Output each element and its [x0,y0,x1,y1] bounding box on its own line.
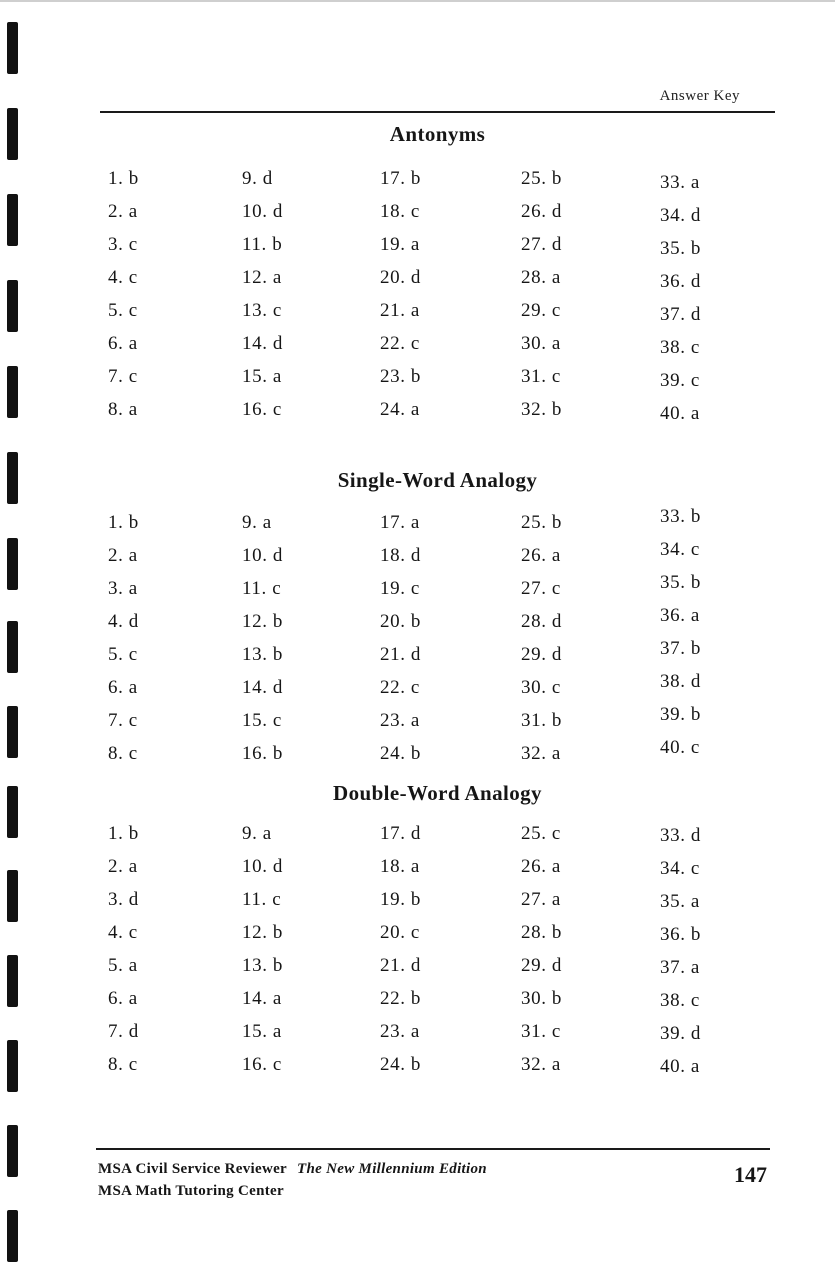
answer-item: 35. a [660,891,700,912]
answer-item: 29. d [521,955,562,976]
answer-item: 17. a [380,512,420,533]
binding-hole [7,22,18,74]
answer-item: 8. a [108,399,138,420]
binding-hole [7,194,18,246]
answer-item: 10. d [242,856,283,877]
answer-item: 16. b [242,743,283,764]
answer-item: 36. b [660,924,701,945]
answer-column [521,168,631,432]
answer-item: 29. d [521,644,562,665]
binding-hole [7,621,18,673]
answer-item: 30. c [521,677,561,698]
answer-item: 39. c [660,370,700,391]
binding-hole [7,1210,18,1262]
section-title-antonyms: Antonyms [389,122,486,146]
answer-item: 26. a [521,856,561,877]
answer-item: 8. c [108,743,138,764]
spiral-binding [0,0,40,1276]
top-edge-rule [0,0,835,2]
answer-item: 19. b [380,889,421,910]
answer-item: 35. b [660,572,701,593]
binding-hole [7,108,18,160]
answer-item: 26. a [521,545,561,566]
answer-item: 40. c [660,737,700,758]
answer-item: 20. c [380,922,420,943]
answer-item: 31. b [521,710,562,731]
answer-grid-double-word-analogy [100,823,740,1087]
answer-item: 28. d [521,611,562,632]
answer-item: 1. b [108,168,139,189]
answer-item: 39. b [660,704,701,725]
answer-item: 22. b [380,988,421,1009]
answer-item: 18. c [380,201,420,222]
answer-item: 14. d [242,333,283,354]
answer-item: 10. d [242,545,283,566]
binding-hole [7,538,18,590]
answer-column [108,512,218,776]
answer-item: 6. a [108,677,138,698]
footer-publisher: MSA Math Tutoring Center [98,1183,284,1199]
answer-item: 31. c [521,1021,561,1042]
answer-item: 14. d [242,677,283,698]
running-header: Answer Key [659,88,740,104]
answer-column [380,823,490,1087]
answer-column [380,168,490,432]
answer-item: 19. c [380,578,420,599]
answer-column [380,512,490,776]
answer-column [521,512,631,776]
answer-item: 12. b [242,611,283,632]
answer-item: 1. b [108,512,139,533]
answer-item: 5. c [108,644,138,665]
answer-item: 2. a [108,856,138,877]
answer-item: 36. a [660,605,700,626]
answer-item: 11. c [242,578,282,599]
answer-item: 7. c [108,710,138,731]
answer-item: 19. a [380,234,420,255]
answer-item: 31. c [521,366,561,387]
binding-hole [7,452,18,504]
answer-item: 1. b [108,823,139,844]
answer-item: 21. d [380,644,421,665]
binding-hole [7,955,18,1007]
answer-item: 4. c [108,922,138,943]
answer-item: 20. d [380,267,421,288]
answer-item: 12. b [242,922,283,943]
section-title-single-word-analogy: Single-Word Analogy [337,468,538,492]
binding-hole [7,870,18,922]
answer-item: 6. a [108,988,138,1009]
answer-item: 38. c [660,990,700,1011]
answer-item: 14. a [242,988,282,1009]
answer-item: 7. c [108,366,138,387]
answer-item: 38. c [660,337,700,358]
answer-column [242,168,352,432]
answer-column [242,823,352,1087]
footer-edition: The New Millennium Edition [297,1161,487,1177]
answer-item: 30. a [521,333,561,354]
answer-item: 28. b [521,922,562,943]
answer-grid-single-word-analogy [100,506,740,776]
footer-book-title: MSA Civil Service Reviewer [98,1161,287,1177]
answer-column [242,512,352,776]
answer-item: 36. d [660,271,701,292]
answer-item: 3. a [108,578,138,599]
answer-item: 2. a [108,201,138,222]
answer-item: 25. c [521,823,561,844]
binding-hole [7,706,18,758]
answer-column [660,172,770,436]
answer-item: 29. c [521,300,561,321]
answer-item: 22. c [380,677,420,698]
answer-column [108,168,218,432]
answer-item: 33. a [660,172,700,193]
answer-item: 3. d [108,889,139,910]
answer-item: 21. d [380,955,421,976]
answer-item: 6. a [108,333,138,354]
answer-item: 37. b [660,638,701,659]
header-rule [100,111,775,113]
answer-item: 27. a [521,889,561,910]
answer-item: 13. b [242,955,283,976]
answer-item: 34. c [660,858,700,879]
answer-item: 12. a [242,267,282,288]
answer-item: 3. c [108,234,138,255]
answer-item: 13. b [242,644,283,665]
footer-book-line [98,1161,487,1178]
answer-item: 24. a [380,399,420,420]
answer-item: 17. b [380,168,421,189]
answer-column [521,823,631,1087]
answer-item: 23. a [380,1021,420,1042]
answer-item: 26. d [521,201,562,222]
answer-column [660,506,770,770]
answer-item: 25. b [521,512,562,533]
answer-item: 34. d [660,205,701,226]
answer-item: 20. b [380,611,421,632]
answer-item: 5. a [108,955,138,976]
section-title-double-word-analogy: Double-Word Analogy [333,781,542,805]
answer-item: 37. d [660,304,701,325]
answer-item: 25. b [521,168,562,189]
answer-item: 4. c [108,267,138,288]
answer-item: 16. c [242,1054,282,1075]
page-number: 147 [734,1162,767,1187]
answer-item: 32. a [521,1054,561,1075]
answer-item: 34. c [660,539,700,560]
answer-item: 33. b [660,506,701,527]
answer-item: 24. b [380,1054,421,1075]
answer-item: 2. a [108,545,138,566]
footer-rule [96,1148,770,1150]
answer-item: 23. b [380,366,421,387]
answer-item: 15. a [242,1021,282,1042]
answer-item: 30. b [521,988,562,1009]
answer-item: 10. d [242,201,283,222]
answer-item: 11. c [242,889,282,910]
answer-item: 18. a [380,856,420,877]
binding-hole [7,786,18,838]
binding-hole [7,280,18,332]
answer-item: 24. b [380,743,421,764]
answer-item: 40. a [660,1056,700,1077]
answer-item: 28. a [521,267,561,288]
answer-item: 15. a [242,366,282,387]
answer-item: 18. d [380,545,421,566]
answer-item: 13. c [242,300,282,321]
answer-grid-antonyms [100,168,740,432]
answer-item: 40. a [660,403,700,424]
answer-item: 32. b [521,399,562,420]
answer-item: 33. d [660,825,701,846]
answer-item: 16. c [242,399,282,420]
answer-item: 17. d [380,823,421,844]
answer-item: 4. d [108,611,139,632]
binding-hole [7,1040,18,1092]
answer-item: 5. c [108,300,138,321]
answer-item: 32. a [521,743,561,764]
answer-item: 27. c [521,578,561,599]
answer-column [108,823,218,1087]
answer-item: 38. d [660,671,701,692]
answer-column [660,825,770,1089]
answer-item: 11. b [242,234,283,255]
answer-item: 15. c [242,710,282,731]
binding-hole [7,1125,18,1177]
answer-item: 21. a [380,300,420,321]
answer-item: 9. a [242,823,272,844]
answer-item: 22. c [380,333,420,354]
answer-item: 27. d [521,234,562,255]
binding-hole [7,366,18,418]
answer-item: 7. d [108,1021,139,1042]
answer-item: 23. a [380,710,420,731]
answer-item: 8. c [108,1054,138,1075]
answer-item: 37. a [660,957,700,978]
answer-item: 9. a [242,512,272,533]
answer-item: 39. d [660,1023,701,1044]
answer-item: 35. b [660,238,701,259]
answer-item: 9. d [242,168,273,189]
